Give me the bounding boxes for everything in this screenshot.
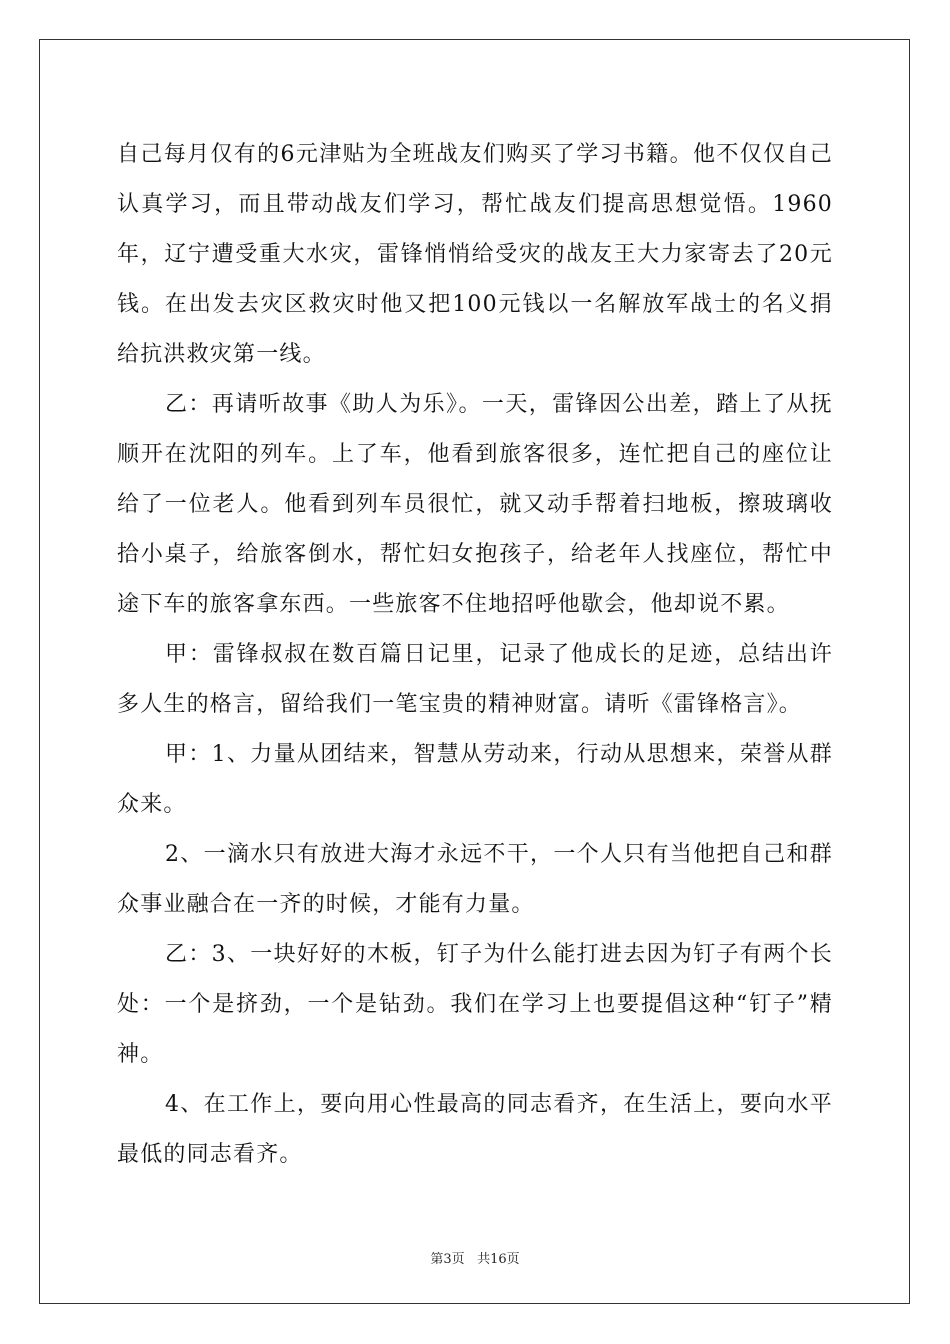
paragraph: 2、一滴水只有放进大海才永远不干，一个人只有当他把自己和群众事业融合在一齐的时候，才能有力量。 xyxy=(117,842,833,917)
page-footer xyxy=(0,1248,950,1267)
document-body xyxy=(117,130,833,1180)
paragraph: 乙：3、一块好好的木板，钉子为什么能打进去因为钉子有两个长处：一个是挤劲，一个是钻劲。我们在学习上也要提倡这种“钉子”精神。 xyxy=(117,942,833,1067)
paragraph: 4、在工作上，要向用心性最高的同志看齐，在生活上，要向水平最低的同志看齐。 xyxy=(117,1092,833,1167)
paragraph: 甲：1、力量从团结来，智慧从劳动来，行动从思想来，荣誉从群众来。 xyxy=(117,742,833,817)
page-number: 第3页 xyxy=(430,1252,465,1267)
paragraph: 乙：再请听故事《助人为乐》。一天，雷锋因公出差，踏上了从抚顺开在沈阳的列车。上了车，他看到旅客很多，连忙把自己的座位让给了一位老人。他看到列车员很忙，就又动手帮着扫地板，擦玻璃收拾小桌子，给旅客倒水，帮忙妇女抱孩子，给老年人找座位，帮忙中途下车的旅客拿东西。一些旅客不住地招呼他歇会，他却说不累。 xyxy=(117,392,833,617)
page-total: 共16页 xyxy=(477,1252,520,1267)
paragraph: 自己每月仅有的6元津贴为全班战友们购买了学习书籍。他不仅仅自己认真学习，而且带动战友们学习，帮忙战友们提高思想觉悟。1960年，辽宁遭受重大水灾，雷锋悄悄给受灾的战友王大力家寄去了20元钱。在出发去灾区救灾时他又把100元钱以一名解放军战士的名义捐给抗洪救灾第一线。 xyxy=(117,142,833,367)
paragraph: 甲：雷锋叔叔在数百篇日记里，记录了他成长的足迹，总结出许多人生的格言，留给我们一笔宝贵的精神财富。请听《雷锋格言》。 xyxy=(117,642,833,717)
